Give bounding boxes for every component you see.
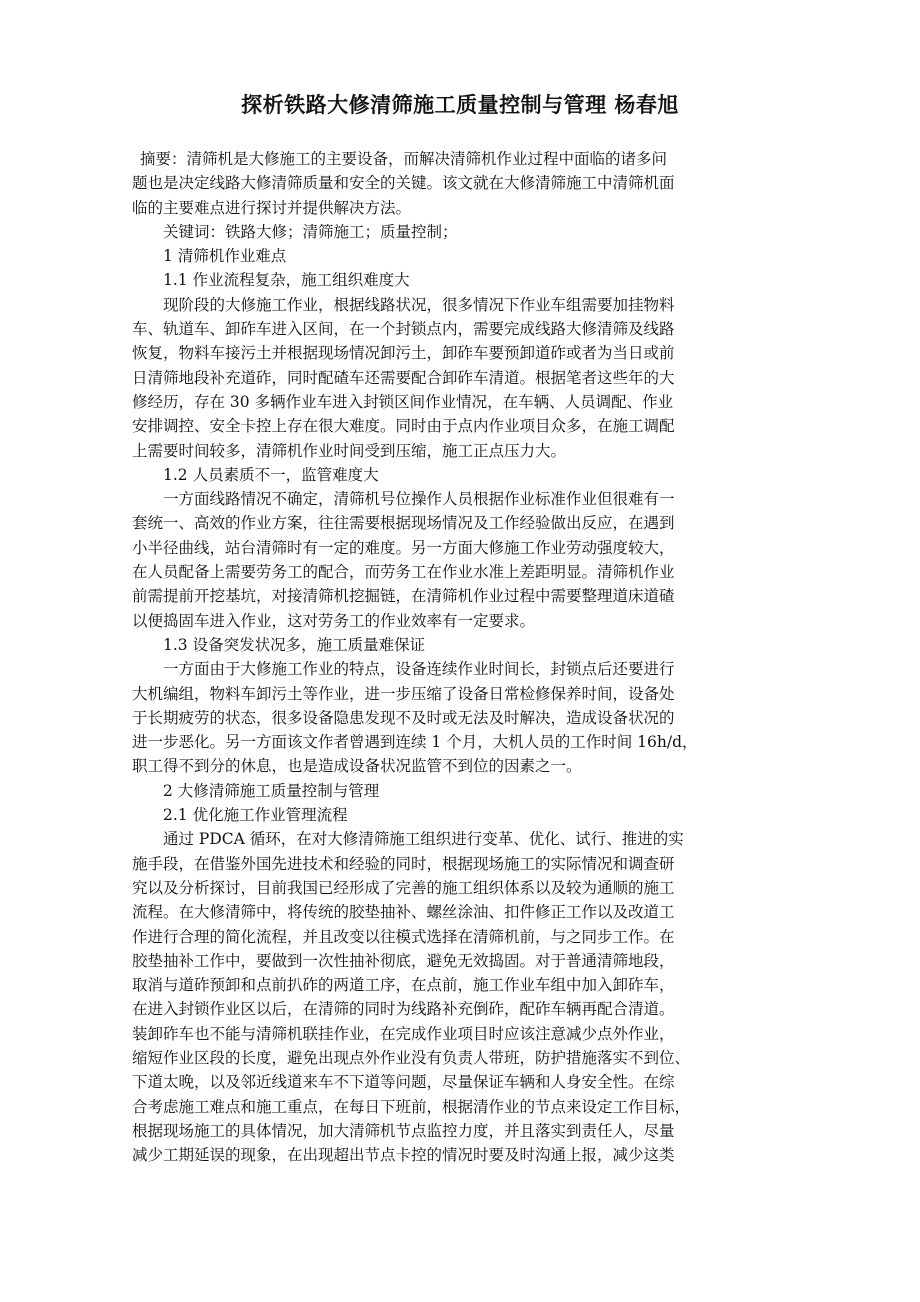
body-line: 减少工期延误的现象，在出现超出节点卡控的情况时要及时沟通上报，减少这类 <box>132 1146 675 1165</box>
body-line: 套统一、高效的作业方案，往往需要根据现场情况及工作经验做出反应，在遇到 <box>132 514 675 533</box>
body-line: 车、轨道车、卸砟车进入区间，在一个封锁点内，需要完成线路大修清筛及线路 <box>132 320 675 339</box>
body-line: 流程。在大修清筛中，将传统的胶垫抽补、螺丝涂油、扣件修正工作以及改道工 <box>132 903 675 922</box>
body-line: 摘要：清筛机是大修施工的主要设备，而解决清筛机作业过程中面临的诸多问 <box>140 150 668 168</box>
body-line: 日清筛地段补充道砟，同时配碴车还需要配合卸砟车清道。根据笔者这些年的大 <box>132 368 675 387</box>
body-line: 在人员配备上需要劳务工的配合，而劳务工在作业水准上差距明显。清筛机作业 <box>132 563 675 582</box>
body-line: 于长期疲劳的状态，很多设备隐患发现不及时或无法及时解决，造成设备状况的 <box>132 708 675 727</box>
body-line: 题也是决定线路大修清筛质量和安全的关键。该文就在大修清筛施工中清筛机面 <box>132 174 675 193</box>
body-line: 前需提前开挖基坑，对接清筛机挖掘链，在清筛机作业过程中需要整理道床道碴 <box>132 587 675 606</box>
body-line: 根据现场施工的具体情况，加大清筛机节点监控力度，并且落实到责任人，尽量 <box>132 1121 675 1140</box>
body-line: 通过 PDCA 循环，在对大修清筛施工组织进行变革、优化、试行、推进的实 <box>163 830 684 849</box>
body-line: 大机编组，物料车卸污土等作业，进一步压缩了设备日常检修保养时间，设备处 <box>132 684 675 703</box>
body-line: 取消与道砟预卸和点前扒砟的两道工序，在点前，施工作业车组中加入卸砟车， <box>132 976 675 995</box>
body-line: 一方面线路情况不确定，清筛机号位操作人员根据作业标准作业但很难有一 <box>163 490 675 509</box>
body-line: 修经历，存在 30 多辆作业车进入封锁区间作业情况，在车辆、人员调配、作业 <box>132 392 674 411</box>
body-line: 缩短作业区段的长度，避免出现点外作业没有负责人带班，防护措施落实不到位、 <box>132 1048 691 1067</box>
body-line: 安排调控、安全卡控上存在很大难度。同时由于点内作业项目众多，在施工调配 <box>132 417 675 436</box>
body-line: 恢复，物料车接污土并根据现场情况卸污土，卸砟车要预卸道砟或者为当日或前 <box>132 344 675 363</box>
body-line: 一方面由于大修施工作业的特点，设备连续作业时间长，封锁点后还要进行 <box>163 660 675 679</box>
body-line: 在进入封锁作业区以后，在清筛的同时为线路补充倒砟，配砟车辆再配合清道。 <box>132 1000 675 1019</box>
body-line: 以便捣固车进入作业，这对劳务工的作业效率有一定要求。 <box>132 611 536 630</box>
document-title: 探析铁路大修清筛施工质量控制与管理 杨春旭 <box>241 93 679 117</box>
document-body <box>132 147 802 1167</box>
body-line: 现阶段的大修施工作业，根据线路状况，很多情况下作业车组需要加挂物料 <box>163 295 675 314</box>
body-line: 1.2 人员素质不一，监管难度大 <box>163 465 379 484</box>
body-line: 进一步恶化。另一方面该文作者曾遇到连续 1 个月，大机人员的工作时间 16h/d， <box>132 733 698 752</box>
body-line: 小半径曲线，站台清筛时有一定的难度。另一方面大修施工作业劳动强度较大， <box>132 538 675 557</box>
body-line: 临的主要难点进行探讨并提供解决方法。 <box>132 198 412 217</box>
body-line: 1.1 作业流程复杂，施工组织难度大 <box>163 271 410 290</box>
body-line: 上需要时间较多，清筛机作业时间受到压缩，施工正点压力大。 <box>132 441 567 460</box>
body-line: 胶垫抽补工作中，要做到一次性抽补彻底，避免无效捣固。对于普通清筛地段， <box>132 951 675 970</box>
body-line: 装卸砟车也不能与清筛机联挂作业，在完成作业项目时应该注意减少点外作业， <box>132 1024 675 1043</box>
body-line: 2.1 优化施工作业管理流程 <box>163 806 348 825</box>
body-line: 1 清筛机作业难点 <box>163 247 287 266</box>
body-line: 关键词：铁路大修；清筛施工；质量控制； <box>163 222 458 241</box>
body-line: 施手段，在借鉴外国先进技术和经验的同时，根据现场施工的实际情况和调查研 <box>132 854 675 873</box>
body-line: 下道太晚，以及邻近线道来车不下道等问题，尽量保证车辆和人身安全性。在综 <box>132 1073 675 1092</box>
body-line: 2 大修清筛施工质量控制与管理 <box>163 781 380 800</box>
body-line: 职工得不到分的休息，也是造成设备状况监管不到位的因素之一。 <box>132 757 582 776</box>
body-line: 合考虑施工难点和施工重点，在每日下班前，根据清作业的节点来设定工作目标， <box>132 1097 691 1116</box>
body-line: 1.3 设备突发状况多，施工质量难保证 <box>163 635 426 654</box>
body-line: 究以及分析探讨，目前我国已经形成了完善的施工组织体系以及较为通顺的施工 <box>132 878 675 897</box>
body-line: 作进行合理的简化流程，并且改变以往模式选择在清筛机前，与之同步工作。在 <box>132 927 675 946</box>
